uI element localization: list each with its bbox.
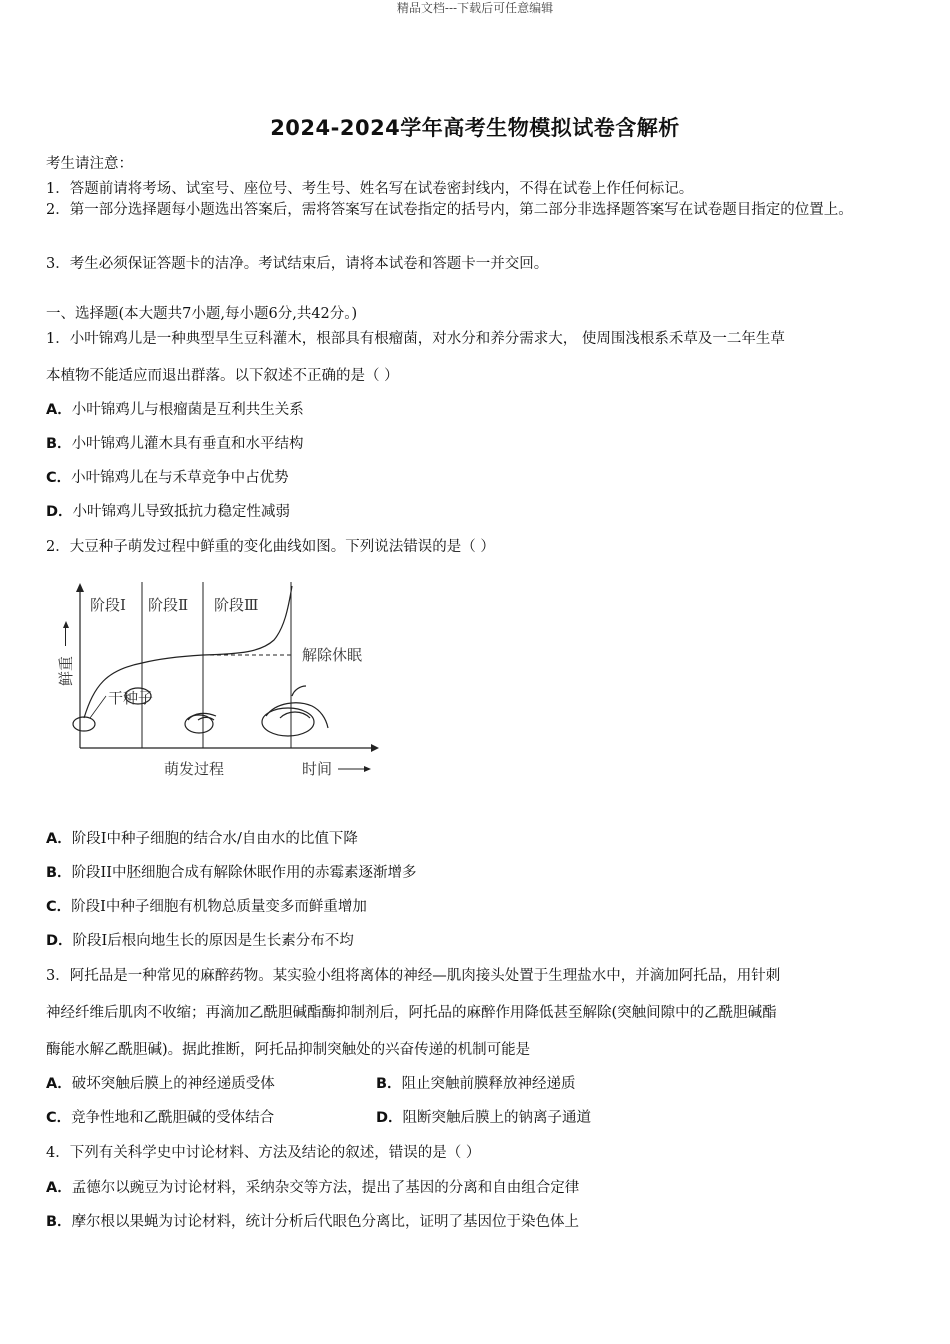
option-text: 小叶锦鸡儿在与禾草竞争中占优势	[71, 470, 289, 486]
time-label: 时间	[302, 760, 333, 778]
q4-option-b	[46, 1210, 579, 1231]
seedling-icon	[266, 686, 328, 728]
option-text: 孟德尔以豌豆为讨论材料，采纳杂交等方法，提出了基因的分离和自由组合定律	[71, 1180, 580, 1196]
option-letter: A．	[46, 1076, 72, 1092]
q1-option-b	[46, 432, 304, 453]
option-letter: A．	[46, 402, 72, 418]
section-heading: 一、选择题(本大题共7小题,每小题6分,共42分。)	[46, 306, 358, 322]
option-letter: C．	[46, 470, 72, 486]
q2-stem: 2．大豆种子萌发过程中鲜重的变化曲线如图。下列说法错误的是（ ）	[46, 539, 495, 555]
q4-option-a	[46, 1176, 579, 1197]
page-title: 2024-2024学年高考生物模拟试卷含解析	[270, 116, 680, 140]
stage-3-label: 阶段Ⅲ	[214, 596, 259, 614]
q3-stem-line1: 3．阿托品是一种常见的麻醉药物。某实验小组将离体的神经—肌肉接头处置于生理盐水中，并滴加阿托品，用针刺	[46, 968, 781, 984]
q3-option-a	[46, 1072, 275, 1093]
option-letter: B．	[46, 1214, 72, 1230]
radicle-icon	[188, 713, 216, 720]
option-text: 阶段I后根向地生长的原因是生长素分布不均	[72, 933, 354, 949]
q2-option-b	[46, 861, 417, 882]
option-letter: C．	[46, 1110, 72, 1126]
option-text: 阶段I中种子细胞有机物总质量变多而鲜重增加	[71, 899, 367, 915]
q2-option-c	[46, 895, 367, 916]
x-axis-arrow	[371, 744, 379, 752]
header-watermark: 精品文档---下载后可任意编辑	[396, 1, 554, 15]
y-axis-arrow	[76, 583, 84, 592]
stage-1-label: 阶段Ⅰ	[90, 596, 126, 614]
process-label: 萌发过程	[164, 760, 225, 778]
option-letter: B．	[376, 1076, 402, 1092]
option-text: 阻止突触前膜释放神经递质	[401, 1076, 576, 1092]
option-text: 摩尔根以果蝇为讨论材料，统计分析后代眼色分离比，证明了基因位于染色体上	[71, 1214, 580, 1230]
y-label-arrow-head	[63, 621, 69, 628]
notice-item-1: 1．答题前请将考场、试室号、座位号、考生号、姓名写在试卷密封线内，不得在试卷上作任何标记。	[46, 181, 694, 197]
notice-item-2: 2．第一部分选择题每小题选出答案后，需将答案写在试卷指定的括号内，第二部分非选择题答案写在试卷题目指定的位置上。	[46, 202, 853, 218]
option-text: 破坏突触后膜上的神经递质受体	[71, 1076, 275, 1092]
dry-seed-label: 干种子	[108, 689, 154, 707]
dry-seed-icon	[73, 717, 95, 731]
q3-option-b	[376, 1072, 576, 1093]
q3-stem-line2: 神经纤维后肌肉不收缩；再滴加乙酰胆碱酯酶抑制剂后，阿托品的麻醉作用降低甚至解除(突触间隙中的乙酰胆碱酯	[46, 1005, 777, 1021]
q3-option-d	[376, 1106, 591, 1127]
option-letter: D．	[46, 504, 73, 520]
dormancy-label: 解除休眠	[302, 646, 363, 664]
q1-option-c	[46, 466, 289, 487]
q2-option-d	[46, 929, 354, 950]
stage-2-label: 阶段Ⅱ	[148, 596, 189, 614]
option-letter: C．	[46, 899, 72, 915]
dry-seed-pointer	[90, 696, 106, 718]
notice-heading: 考生请注意：	[46, 156, 133, 172]
q1-option-d	[46, 500, 290, 521]
q1-option-a	[46, 398, 304, 419]
seed-germination-figure	[57, 578, 396, 783]
option-text: 阶段II中胚细胞合成有解除休眠作用的赤霉素逐渐增多	[71, 865, 417, 881]
q4-stem: 4．下列有关科学史中讨论材料、方法及结论的叙述，错误的是（ ）	[46, 1145, 481, 1161]
q3-stem-line3: 酶能水解乙酰胆碱)。据此推断，阿托品抑制突触处的兴奋传递的机制可能是	[46, 1042, 531, 1058]
option-text: 竞争性地和乙酰胆碱的受体结合	[71, 1110, 275, 1126]
option-letter: A．	[46, 1180, 72, 1196]
option-letter: B．	[46, 865, 72, 881]
option-text: 小叶锦鸡儿灌木具有垂直和水平结构	[71, 436, 304, 452]
option-letter: D．	[46, 933, 73, 949]
option-text: 小叶锦鸡儿导致抵抗力稳定性减弱	[72, 504, 291, 520]
figure-svg	[57, 578, 396, 783]
option-text: 小叶锦鸡儿与根瘤菌是互利共生关系	[71, 402, 304, 418]
notice-item-3: 3．考生必须保证答题卡的洁净。考试结束后，请将本试卷和答题卡一并交回。	[46, 256, 549, 272]
option-letter: B．	[46, 436, 72, 452]
time-arrow-head	[364, 766, 371, 772]
q1-stem-line2: 本植物不能适应而退出群落。以下叙述不正确的是（ ）	[46, 368, 399, 384]
option-letter: D．	[376, 1110, 403, 1126]
option-letter: A．	[46, 831, 72, 847]
q1-stem-line1: 1．小叶锦鸡儿是一种典型旱生豆科灌木，根部具有根瘤菌，对水分和养分需求大， 使周围浅根系禾草及一二年生草	[46, 331, 785, 347]
q2-option-a	[46, 827, 358, 848]
option-text: 阻断突触后膜上的钠离子通道	[402, 1110, 592, 1126]
option-text: 阶段I中种子细胞的结合水/自由水的比值下降	[71, 831, 358, 847]
q3-option-c	[46, 1106, 274, 1127]
y-axis-label: 鲜重	[57, 655, 75, 686]
